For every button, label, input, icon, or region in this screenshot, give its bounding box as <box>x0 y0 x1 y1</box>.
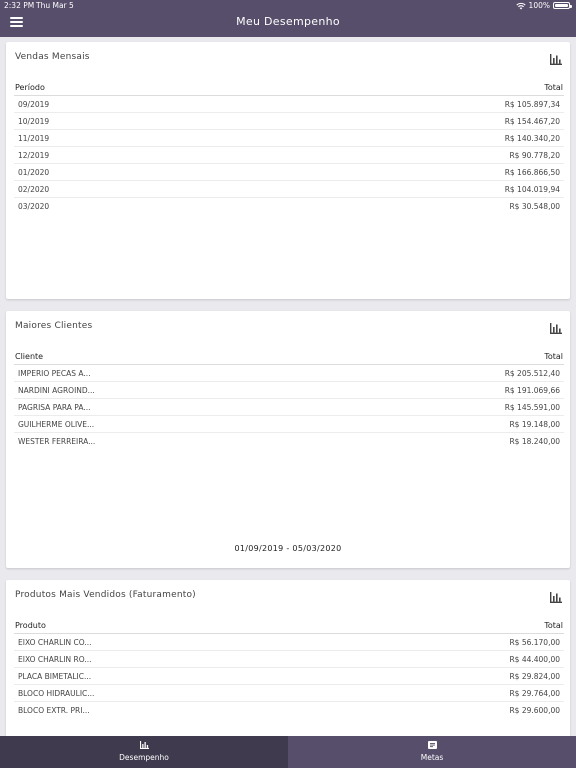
card-title: Produtos Mais Vendidos (Faturamento) <box>15 590 196 600</box>
table-row[interactable] <box>14 365 564 382</box>
row-total: R$ 140.340,20 <box>504 133 560 143</box>
table-header <box>14 352 564 365</box>
table-row[interactable] <box>14 382 564 399</box>
goals-icon <box>428 741 437 749</box>
row-total: R$ 166.866,50 <box>504 167 560 177</box>
tab-desempenho[interactable] <box>0 736 288 768</box>
row-label: PLACA BIMETALIC... <box>18 671 92 681</box>
top-products-card <box>6 580 570 750</box>
row-label: NARDINI AGROIND... <box>18 385 95 395</box>
battery-icon <box>553 2 570 9</box>
column-header-product: Produto <box>15 621 46 630</box>
row-total: R$ 191.069,66 <box>504 385 560 395</box>
row-total: R$ 29.824,00 <box>509 671 560 681</box>
table-row[interactable] <box>14 685 564 702</box>
monthly-sales-table <box>14 83 564 215</box>
row-label: EIXO CHARLIN RO... <box>18 654 92 664</box>
table-row[interactable] <box>14 399 564 416</box>
table-row[interactable] <box>14 96 564 113</box>
row-label: 09/2019 <box>18 99 50 109</box>
card-title: Maiores Clientes <box>15 321 93 331</box>
row-label: WESTER FERREIRA... <box>18 437 96 446</box>
table-header <box>14 621 564 634</box>
bar-chart-icon[interactable] <box>550 54 562 65</box>
table-row[interactable] <box>14 147 564 164</box>
column-header-total: Total <box>544 352 563 361</box>
row-total: R$ 205.512,40 <box>504 368 560 378</box>
column-header-total: Total <box>544 83 563 92</box>
tab-metas[interactable] <box>288 736 576 768</box>
table-row[interactable] <box>14 113 564 130</box>
row-label: EIXO CHARLIN CO... <box>18 637 92 647</box>
table-row[interactable] <box>14 181 564 198</box>
row-total: R$ 104.019,94 <box>504 184 560 194</box>
wifi-icon <box>516 2 526 10</box>
top-clients-table <box>14 352 564 450</box>
row-total: R$ 18.240,00 <box>509 437 560 446</box>
bar-chart-icon <box>140 741 149 749</box>
row-total: R$ 154.467,20 <box>504 116 560 126</box>
row-label: 12/2019 <box>18 150 50 160</box>
table-row[interactable] <box>14 198 564 215</box>
table-row[interactable] <box>14 433 564 450</box>
battery-percent: 100% <box>528 1 550 10</box>
row-label: BLOCO HIDRAULIC... <box>18 688 95 698</box>
table-row[interactable] <box>14 668 564 685</box>
bar-chart-icon[interactable] <box>550 323 562 334</box>
row-total: R$ 29.764,00 <box>509 688 560 698</box>
row-total: R$ 56.170,00 <box>509 637 560 647</box>
tab-label: Desempenho <box>119 753 169 762</box>
row-label: GUILHERME OLIVE... <box>18 419 95 429</box>
date-range: 01/09/2019 - 05/03/2020 <box>234 544 342 553</box>
bar-chart-icon[interactable] <box>550 592 562 603</box>
page-title: Meu Desempenho <box>236 15 340 28</box>
row-total: R$ 44.400,00 <box>509 654 560 664</box>
row-label: 03/2020 <box>18 202 50 211</box>
status-date: Thu Mar 5 <box>36 1 74 10</box>
card-title: Vendas Mensais <box>15 52 90 62</box>
row-label: 11/2019 <box>18 133 50 143</box>
row-total: R$ 30.548,00 <box>509 202 560 211</box>
table-row[interactable] <box>14 130 564 147</box>
column-header-client: Cliente <box>15 352 44 361</box>
navigation-bar <box>0 0 576 37</box>
status-indicators <box>516 1 570 10</box>
table-header <box>14 83 564 96</box>
row-total: R$ 105.897,34 <box>504 99 560 109</box>
tab-bar <box>0 736 576 768</box>
table-row[interactable] <box>14 416 564 433</box>
column-header-total: Total <box>544 621 563 630</box>
row-total: R$ 145.591,00 <box>504 402 560 412</box>
table-row[interactable] <box>14 651 564 668</box>
table-row[interactable] <box>14 702 564 719</box>
column-header-period: Período <box>15 83 45 92</box>
row-label: IMPERIO PECAS A... <box>18 368 91 378</box>
row-total: R$ 19.148,00 <box>509 419 560 429</box>
row-total: R$ 90.778,20 <box>509 150 560 160</box>
tab-label: Metas <box>420 753 444 762</box>
row-label: BLOCO EXTR. PRI... <box>18 706 90 715</box>
top-products-table <box>14 621 564 719</box>
table-row[interactable] <box>14 164 564 181</box>
row-label: 01/2020 <box>18 167 50 177</box>
row-total: R$ 29.600,00 <box>509 706 560 715</box>
row-label: PAGRISA PARA PA... <box>18 402 91 412</box>
row-label: 02/2020 <box>18 184 50 194</box>
top-clients-card <box>6 311 570 568</box>
table-row[interactable] <box>14 634 564 651</box>
row-label: 10/2019 <box>18 116 50 126</box>
monthly-sales-card <box>6 42 570 299</box>
status-time: 2:32 PM <box>4 1 35 10</box>
